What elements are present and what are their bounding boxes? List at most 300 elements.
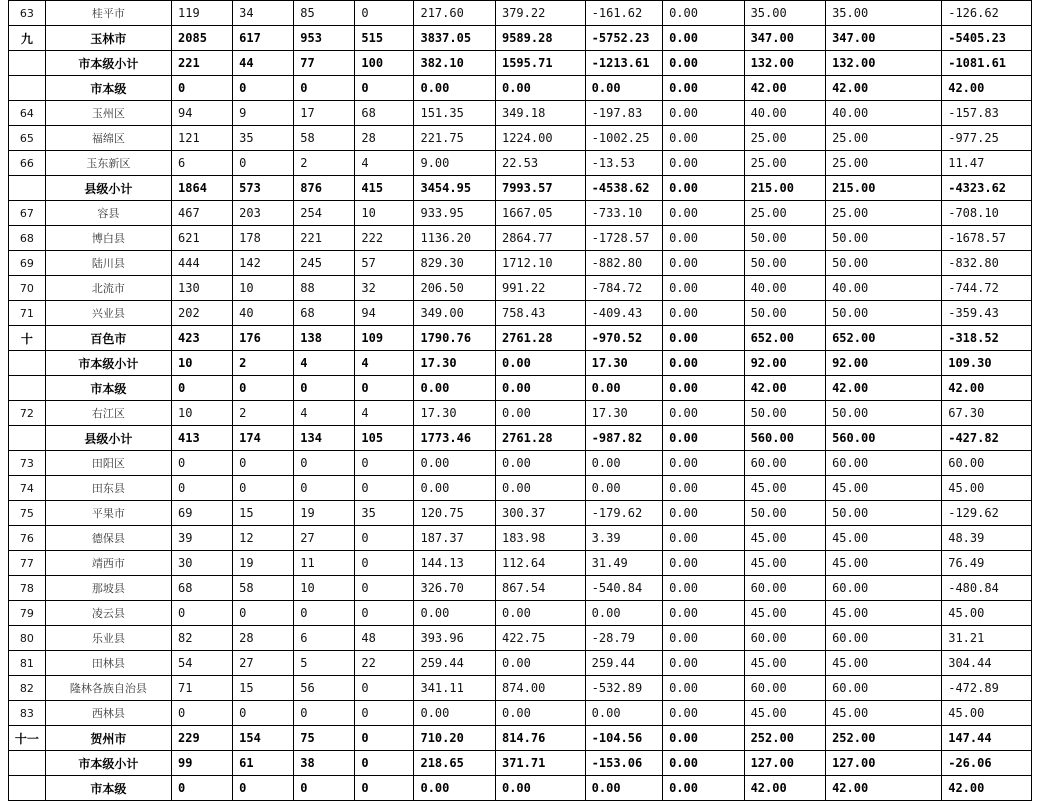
allocation-a-cell: 60.00 [744, 576, 826, 601]
count-c-cell: 0 [355, 526, 414, 551]
count-c-cell: 0 [355, 776, 414, 801]
row-index-cell: 64 [9, 101, 46, 126]
count-total-cell: 68 [172, 576, 233, 601]
amount-a-cell: 120.75 [414, 501, 496, 526]
table-row-subtotal [9, 76, 1032, 101]
count-b-cell: 0 [294, 776, 355, 801]
allocation-a-cell: 50.00 [744, 501, 826, 526]
allocation-a-cell: 45.00 [744, 701, 826, 726]
count-a-cell: 142 [233, 251, 294, 276]
count-b-cell: 2 [294, 151, 355, 176]
count-total-cell: 54 [172, 651, 233, 676]
amount-a-cell: 829.30 [414, 251, 496, 276]
count-b-cell: 38 [294, 751, 355, 776]
difference-cell: -4538.62 [585, 176, 662, 201]
balance-cell: -832.80 [942, 251, 1032, 276]
region-name-cell: 桂平市 [45, 1, 171, 26]
row-index-cell: 76 [9, 526, 46, 551]
count-b-cell: 0 [294, 601, 355, 626]
balance-cell: 42.00 [942, 376, 1032, 401]
table-row-subtotal [9, 376, 1032, 401]
row-index-cell: 65 [9, 126, 46, 151]
amount-b-cell: 0.00 [495, 776, 585, 801]
balance-cell: 67.30 [942, 401, 1032, 426]
region-name-cell: 百色市 [45, 326, 171, 351]
table-row [9, 401, 1032, 426]
allocation-a-cell: 252.00 [744, 726, 826, 751]
amount-c-cell: 0.00 [663, 376, 745, 401]
count-total-cell: 94 [172, 101, 233, 126]
amount-b-cell: 867.54 [495, 576, 585, 601]
region-name-cell: 博白县 [45, 226, 171, 251]
row-index-cell: 79 [9, 601, 46, 626]
amount-a-cell: 206.50 [414, 276, 496, 301]
row-index-cell [9, 751, 46, 776]
allocation-b-cell: 347.00 [826, 26, 942, 51]
difference-cell: 0.00 [585, 601, 662, 626]
region-name-cell: 容县 [45, 201, 171, 226]
amount-a-cell: 17.30 [414, 401, 496, 426]
difference-cell: 0.00 [585, 476, 662, 501]
balance-cell: 48.39 [942, 526, 1032, 551]
amount-b-cell: 112.64 [495, 551, 585, 576]
row-index-cell [9, 351, 46, 376]
data-table [8, 0, 1032, 801]
difference-cell: 0.00 [585, 701, 662, 726]
balance-cell: -427.82 [942, 426, 1032, 451]
region-name-cell: 平果市 [45, 501, 171, 526]
table-row-subtotal [9, 51, 1032, 76]
amount-b-cell: 300.37 [495, 501, 585, 526]
allocation-b-cell: 35.00 [826, 1, 942, 26]
allocation-b-cell: 45.00 [826, 526, 942, 551]
allocation-a-cell: 560.00 [744, 426, 826, 451]
allocation-a-cell: 50.00 [744, 401, 826, 426]
count-b-cell: 11 [294, 551, 355, 576]
allocation-b-cell: 40.00 [826, 276, 942, 301]
allocation-a-cell: 132.00 [744, 51, 826, 76]
count-total-cell: 221 [172, 51, 233, 76]
allocation-a-cell: 347.00 [744, 26, 826, 51]
region-name-cell: 田阳区 [45, 451, 171, 476]
amount-b-cell: 0.00 [495, 376, 585, 401]
amount-c-cell: 0.00 [663, 751, 745, 776]
difference-cell: -28.79 [585, 626, 662, 651]
difference-cell: -987.82 [585, 426, 662, 451]
count-b-cell: 27 [294, 526, 355, 551]
amount-b-cell: 183.98 [495, 526, 585, 551]
allocation-b-cell: 45.00 [826, 476, 942, 501]
allocation-a-cell: 42.00 [744, 76, 826, 101]
count-c-cell: 0 [355, 476, 414, 501]
count-c-cell: 0 [355, 576, 414, 601]
balance-cell: -318.52 [942, 326, 1032, 351]
amount-c-cell: 0.00 [663, 776, 745, 801]
allocation-b-cell: 25.00 [826, 126, 942, 151]
count-total-cell: 444 [172, 251, 233, 276]
count-a-cell: 0 [233, 476, 294, 501]
allocation-a-cell: 25.00 [744, 126, 826, 151]
allocation-b-cell: 132.00 [826, 51, 942, 76]
amount-a-cell: 218.65 [414, 751, 496, 776]
count-c-cell: 0 [355, 676, 414, 701]
count-a-cell: 176 [233, 326, 294, 351]
balance-cell: 11.47 [942, 151, 1032, 176]
row-index-cell: 69 [9, 251, 46, 276]
row-index-cell [9, 176, 46, 201]
table-row [9, 151, 1032, 176]
amount-b-cell: 7993.57 [495, 176, 585, 201]
table-row [9, 226, 1032, 251]
row-index-cell: 九 [9, 26, 46, 51]
amount-b-cell: 0.00 [495, 701, 585, 726]
row-index-cell: 75 [9, 501, 46, 526]
count-total-cell: 0 [172, 776, 233, 801]
balance-cell: 76.49 [942, 551, 1032, 576]
balance-cell: -157.83 [942, 101, 1032, 126]
count-total-cell: 229 [172, 726, 233, 751]
region-name-cell: 靖西市 [45, 551, 171, 576]
amount-b-cell: 1595.71 [495, 51, 585, 76]
difference-cell: -5752.23 [585, 26, 662, 51]
count-c-cell: 0 [355, 1, 414, 26]
difference-cell: -13.53 [585, 151, 662, 176]
allocation-b-cell: 215.00 [826, 176, 942, 201]
count-a-cell: 40 [233, 301, 294, 326]
difference-cell: 17.30 [585, 401, 662, 426]
difference-cell: -104.56 [585, 726, 662, 751]
balance-cell: -744.72 [942, 276, 1032, 301]
count-a-cell: 28 [233, 626, 294, 651]
amount-c-cell: 0.00 [663, 126, 745, 151]
count-b-cell: 6 [294, 626, 355, 651]
count-a-cell: 0 [233, 76, 294, 101]
table-row [9, 201, 1032, 226]
count-a-cell: 34 [233, 1, 294, 26]
amount-a-cell: 0.00 [414, 476, 496, 501]
region-name-cell: 陆川县 [45, 251, 171, 276]
amount-c-cell: 0.00 [663, 351, 745, 376]
count-total-cell: 1864 [172, 176, 233, 201]
amount-b-cell: 1712.10 [495, 251, 585, 276]
count-b-cell: 4 [294, 351, 355, 376]
amount-c-cell: 0.00 [663, 576, 745, 601]
table-row [9, 126, 1032, 151]
amount-c-cell: 0.00 [663, 1, 745, 26]
allocation-b-cell: 42.00 [826, 776, 942, 801]
count-b-cell: 88 [294, 276, 355, 301]
table-row [9, 501, 1032, 526]
amount-b-cell: 379.22 [495, 1, 585, 26]
amount-b-cell: 0.00 [495, 601, 585, 626]
amount-c-cell: 0.00 [663, 101, 745, 126]
allocation-b-cell: 42.00 [826, 76, 942, 101]
row-index-cell: 74 [9, 476, 46, 501]
allocation-b-cell: 25.00 [826, 151, 942, 176]
balance-cell: -1678.57 [942, 226, 1032, 251]
difference-cell: 3.39 [585, 526, 662, 551]
balance-cell: -129.62 [942, 501, 1032, 526]
region-name-cell: 西林县 [45, 701, 171, 726]
count-c-cell: 105 [355, 426, 414, 451]
amount-b-cell: 349.18 [495, 101, 585, 126]
count-b-cell: 19 [294, 501, 355, 526]
amount-c-cell: 0.00 [663, 301, 745, 326]
count-total-cell: 467 [172, 201, 233, 226]
allocation-a-cell: 40.00 [744, 101, 826, 126]
balance-cell: 42.00 [942, 76, 1032, 101]
amount-a-cell: 382.10 [414, 51, 496, 76]
amount-a-cell: 17.30 [414, 351, 496, 376]
row-index-cell [9, 51, 46, 76]
count-a-cell: 44 [233, 51, 294, 76]
amount-b-cell: 0.00 [495, 476, 585, 501]
amount-c-cell: 0.00 [663, 151, 745, 176]
amount-c-cell: 0.00 [663, 226, 745, 251]
count-total-cell: 0 [172, 376, 233, 401]
amount-a-cell: 9.00 [414, 151, 496, 176]
allocation-b-cell: 127.00 [826, 751, 942, 776]
row-index-cell: 十 [9, 326, 46, 351]
count-c-cell: 94 [355, 301, 414, 326]
count-total-cell: 413 [172, 426, 233, 451]
row-index-cell: 72 [9, 401, 46, 426]
region-name-cell: 德保县 [45, 526, 171, 551]
balance-cell: -977.25 [942, 126, 1032, 151]
row-index-cell: 81 [9, 651, 46, 676]
difference-cell: -532.89 [585, 676, 662, 701]
row-index-cell: 67 [9, 201, 46, 226]
allocation-b-cell: 50.00 [826, 401, 942, 426]
count-total-cell: 6 [172, 151, 233, 176]
region-name-cell: 市本级 [45, 776, 171, 801]
amount-a-cell: 3454.95 [414, 176, 496, 201]
count-a-cell: 154 [233, 726, 294, 751]
table-row-subtotal [9, 176, 1032, 201]
region-name-cell: 县级小计 [45, 176, 171, 201]
allocation-a-cell: 215.00 [744, 176, 826, 201]
count-c-cell: 515 [355, 26, 414, 51]
balance-cell: 60.00 [942, 451, 1032, 476]
amount-b-cell: 0.00 [495, 351, 585, 376]
amount-a-cell: 0.00 [414, 376, 496, 401]
count-a-cell: 0 [233, 776, 294, 801]
difference-cell: -161.62 [585, 1, 662, 26]
count-b-cell: 254 [294, 201, 355, 226]
count-total-cell: 130 [172, 276, 233, 301]
table-row [9, 626, 1032, 651]
region-name-cell: 那坡县 [45, 576, 171, 601]
allocation-b-cell: 50.00 [826, 501, 942, 526]
amount-b-cell: 1667.05 [495, 201, 585, 226]
count-a-cell: 0 [233, 376, 294, 401]
count-a-cell: 35 [233, 126, 294, 151]
count-b-cell: 953 [294, 26, 355, 51]
count-a-cell: 0 [233, 701, 294, 726]
count-b-cell: 0 [294, 376, 355, 401]
amount-c-cell: 0.00 [663, 276, 745, 301]
difference-cell: -540.84 [585, 576, 662, 601]
count-a-cell: 9 [233, 101, 294, 126]
amount-c-cell: 0.00 [663, 251, 745, 276]
balance-cell: -708.10 [942, 201, 1032, 226]
amount-b-cell: 422.75 [495, 626, 585, 651]
amount-b-cell: 0.00 [495, 76, 585, 101]
count-total-cell: 0 [172, 476, 233, 501]
balance-cell: 42.00 [942, 776, 1032, 801]
row-index-cell: 80 [9, 626, 46, 651]
allocation-a-cell: 42.00 [744, 776, 826, 801]
count-b-cell: 58 [294, 126, 355, 151]
table-row-subtotal [9, 426, 1032, 451]
region-name-cell: 玉林市 [45, 26, 171, 51]
balance-cell: 45.00 [942, 701, 1032, 726]
amount-a-cell: 0.00 [414, 451, 496, 476]
amount-c-cell: 0.00 [663, 526, 745, 551]
region-name-cell: 玉东新区 [45, 151, 171, 176]
row-index-cell: 71 [9, 301, 46, 326]
row-index-cell: 66 [9, 151, 46, 176]
balance-cell: -4323.62 [942, 176, 1032, 201]
amount-a-cell: 151.35 [414, 101, 496, 126]
count-b-cell: 134 [294, 426, 355, 451]
row-index-cell: 83 [9, 701, 46, 726]
allocation-b-cell: 45.00 [826, 551, 942, 576]
amount-c-cell: 0.00 [663, 501, 745, 526]
amount-a-cell: 1773.46 [414, 426, 496, 451]
balance-cell: 45.00 [942, 476, 1032, 501]
count-total-cell: 2085 [172, 26, 233, 51]
amount-a-cell: 0.00 [414, 776, 496, 801]
amount-c-cell: 0.00 [663, 476, 745, 501]
count-total-cell: 69 [172, 501, 233, 526]
count-c-cell: 415 [355, 176, 414, 201]
count-a-cell: 203 [233, 201, 294, 226]
allocation-a-cell: 42.00 [744, 376, 826, 401]
amount-c-cell: 0.00 [663, 401, 745, 426]
region-name-cell: 县级小计 [45, 426, 171, 451]
allocation-a-cell: 45.00 [744, 476, 826, 501]
amount-a-cell: 187.37 [414, 526, 496, 551]
count-a-cell: 0 [233, 151, 294, 176]
count-b-cell: 0 [294, 451, 355, 476]
region-name-cell: 贺州市 [45, 726, 171, 751]
count-c-cell: 0 [355, 701, 414, 726]
count-b-cell: 0 [294, 476, 355, 501]
difference-cell: -197.83 [585, 101, 662, 126]
amount-c-cell: 0.00 [663, 326, 745, 351]
difference-cell: -784.72 [585, 276, 662, 301]
allocation-b-cell: 45.00 [826, 601, 942, 626]
region-name-cell: 福绵区 [45, 126, 171, 151]
amount-b-cell: 2761.28 [495, 326, 585, 351]
amount-b-cell: 758.43 [495, 301, 585, 326]
count-b-cell: 10 [294, 576, 355, 601]
count-c-cell: 10 [355, 201, 414, 226]
allocation-a-cell: 45.00 [744, 526, 826, 551]
count-total-cell: 10 [172, 401, 233, 426]
amount-c-cell: 0.00 [663, 51, 745, 76]
allocation-a-cell: 50.00 [744, 226, 826, 251]
difference-cell: 0.00 [585, 376, 662, 401]
amount-c-cell: 0.00 [663, 26, 745, 51]
amount-c-cell: 0.00 [663, 451, 745, 476]
allocation-a-cell: 35.00 [744, 1, 826, 26]
row-index-cell: 70 [9, 276, 46, 301]
region-name-cell: 兴业县 [45, 301, 171, 326]
amount-a-cell: 710.20 [414, 726, 496, 751]
count-c-cell: 35 [355, 501, 414, 526]
count-c-cell: 22 [355, 651, 414, 676]
table-row [9, 101, 1032, 126]
count-a-cell: 174 [233, 426, 294, 451]
region-name-cell: 市本级小计 [45, 751, 171, 776]
region-name-cell: 隆林各族自治县 [45, 676, 171, 701]
count-c-cell: 68 [355, 101, 414, 126]
allocation-a-cell: 45.00 [744, 551, 826, 576]
count-total-cell: 202 [172, 301, 233, 326]
allocation-a-cell: 45.00 [744, 651, 826, 676]
amount-c-cell: 0.00 [663, 701, 745, 726]
allocation-b-cell: 252.00 [826, 726, 942, 751]
amount-c-cell: 0.00 [663, 676, 745, 701]
count-b-cell: 77 [294, 51, 355, 76]
amount-a-cell: 217.60 [414, 1, 496, 26]
allocation-b-cell: 60.00 [826, 451, 942, 476]
count-c-cell: 0 [355, 451, 414, 476]
table-body [9, 1, 1032, 801]
count-c-cell: 0 [355, 76, 414, 101]
count-c-cell: 222 [355, 226, 414, 251]
table-row-subtotal [9, 26, 1032, 51]
amount-b-cell: 991.22 [495, 276, 585, 301]
balance-cell: -480.84 [942, 576, 1032, 601]
count-b-cell: 56 [294, 676, 355, 701]
count-c-cell: 4 [355, 351, 414, 376]
difference-cell: -882.80 [585, 251, 662, 276]
count-a-cell: 12 [233, 526, 294, 551]
allocation-a-cell: 25.00 [744, 201, 826, 226]
allocation-a-cell: 50.00 [744, 301, 826, 326]
count-total-cell: 10 [172, 351, 233, 376]
allocation-b-cell: 42.00 [826, 376, 942, 401]
amount-c-cell: 0.00 [663, 201, 745, 226]
count-total-cell: 121 [172, 126, 233, 151]
table-row-subtotal [9, 751, 1032, 776]
count-b-cell: 876 [294, 176, 355, 201]
region-name-cell: 右江区 [45, 401, 171, 426]
amount-b-cell: 9589.28 [495, 26, 585, 51]
amount-c-cell: 0.00 [663, 626, 745, 651]
balance-cell: -472.89 [942, 676, 1032, 701]
count-total-cell: 621 [172, 226, 233, 251]
allocation-b-cell: 50.00 [826, 301, 942, 326]
allocation-a-cell: 92.00 [744, 351, 826, 376]
table-row [9, 451, 1032, 476]
region-name-cell: 市本级 [45, 76, 171, 101]
table-row [9, 526, 1032, 551]
row-index-cell: 82 [9, 676, 46, 701]
amount-b-cell: 371.71 [495, 751, 585, 776]
allocation-b-cell: 60.00 [826, 676, 942, 701]
count-c-cell: 0 [355, 751, 414, 776]
count-a-cell: 61 [233, 751, 294, 776]
amount-b-cell: 1224.00 [495, 126, 585, 151]
table-row [9, 676, 1032, 701]
count-c-cell: 109 [355, 326, 414, 351]
table-row [9, 476, 1032, 501]
allocation-a-cell: 127.00 [744, 751, 826, 776]
